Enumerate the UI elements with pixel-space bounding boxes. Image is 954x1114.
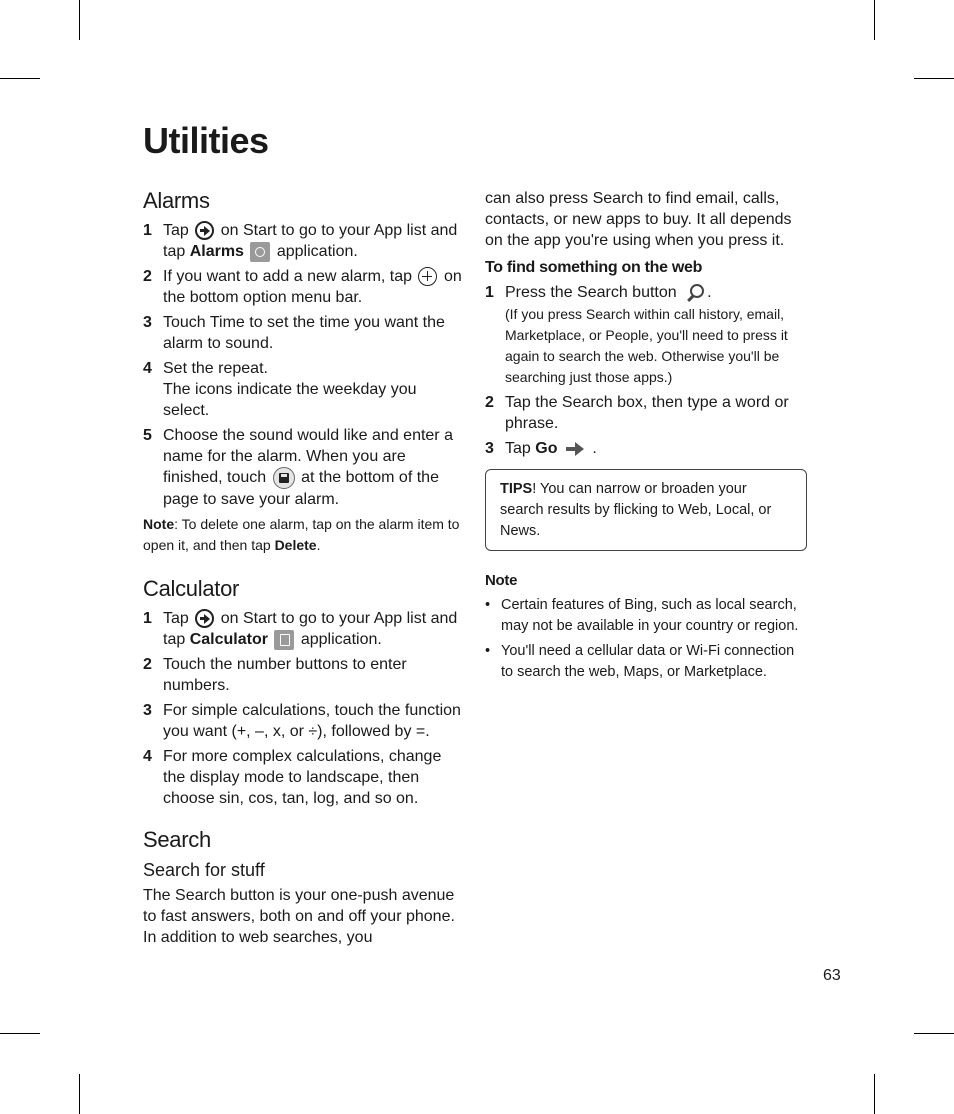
crop-mark [914, 1033, 954, 1034]
crop-mark [914, 78, 954, 79]
list-item: 3 Touch Time to set the time you want the alarm to sound. [143, 314, 445, 352]
right-column [485, 188, 809, 687]
list-item: 1 Tap on Start to go to your App list and tap Alarms application. [143, 222, 458, 260]
left-column [143, 188, 465, 948]
calculator-steps [143, 608, 465, 809]
crop-mark [0, 78, 40, 79]
list-item: 1 Press the Search button . (If you press Search within call history, email, Marketplace, or People, you'll need to press it again to search the web. Otherwise you'll be searching just those apps.) [485, 284, 788, 385]
crop-mark [79, 1074, 80, 1114]
web-search-steps [485, 282, 809, 459]
crop-mark [79, 0, 80, 40]
search-intro-continued: can also press Search to find email, calls, contacts, or new apps to buy. It all depends on the app you're using when you press it. [485, 190, 792, 249]
page-title: Utilities [143, 120, 269, 161]
page-number: 63 [823, 967, 841, 984]
search-subheading: Search for stuff [143, 860, 265, 880]
arrow-circle-icon [195, 609, 214, 628]
list-item: • Certain features of Bing, such as local search, may not be available in your country or region. [485, 595, 809, 637]
alarm-clock-icon [250, 242, 270, 262]
list-item: 2 Tap the Search box, then type a word or phrase. [485, 394, 789, 432]
list-item: 3 For simple calculations, touch the function you want (+, –, x, or ÷), followed by =. [143, 702, 461, 740]
tips-box: TIPS! You can narrow or broaden your search results by flicking to Web, Local, or News. [485, 469, 807, 551]
crop-mark [0, 1033, 40, 1034]
plus-circle-icon [418, 267, 437, 286]
notes-list [485, 595, 809, 683]
alarms-note: Note: To delete one alarm, tap on the alarm item to open it, and then tap Delete. [143, 516, 460, 553]
alarms-steps [143, 220, 465, 510]
search-heading: Search [143, 827, 211, 852]
list-item: 3 Tap Go . [485, 440, 597, 457]
list-item: 4 Set the repeat. The icons indicate the weekday you select. [143, 360, 417, 419]
list-item: 5 Choose the sound would like and enter a name for the alarm. When you are finished, touch at the bottom of the page to save your alarm. [143, 427, 453, 508]
list-item: 2 Touch the number buttons to enter numbers. [143, 656, 407, 694]
calculator-heading: Calculator [143, 576, 240, 601]
save-icon [273, 467, 295, 489]
note-heading: Note [485, 572, 518, 589]
list-item: 1 Tap on Start to go to your App list and tap Calculator application. [143, 610, 458, 648]
crop-mark [874, 1074, 875, 1114]
search-intro: The Search button is your one-push avenue to fast answers, both on and off your phone. In addition to web searches, you [143, 887, 455, 946]
list-item: 2 If you want to add a new alarm, tap on the bottom option menu bar. [143, 268, 462, 306]
calculator-icon [274, 630, 294, 650]
list-item: 4 For more complex calculations, change the display mode to landscape, then choose sin, cos, tan, log, and so on. [143, 748, 442, 807]
web-search-heading: To find something on the web [485, 259, 703, 276]
crop-mark [874, 0, 875, 40]
go-arrow-icon [564, 441, 586, 457]
list-item: • You'll need a cellular data or Wi-Fi connection to search the web, Maps, or Marketplace. [485, 641, 809, 683]
alarms-heading: Alarms [143, 188, 210, 213]
search-icon [683, 282, 705, 304]
arrow-circle-icon [195, 221, 214, 240]
